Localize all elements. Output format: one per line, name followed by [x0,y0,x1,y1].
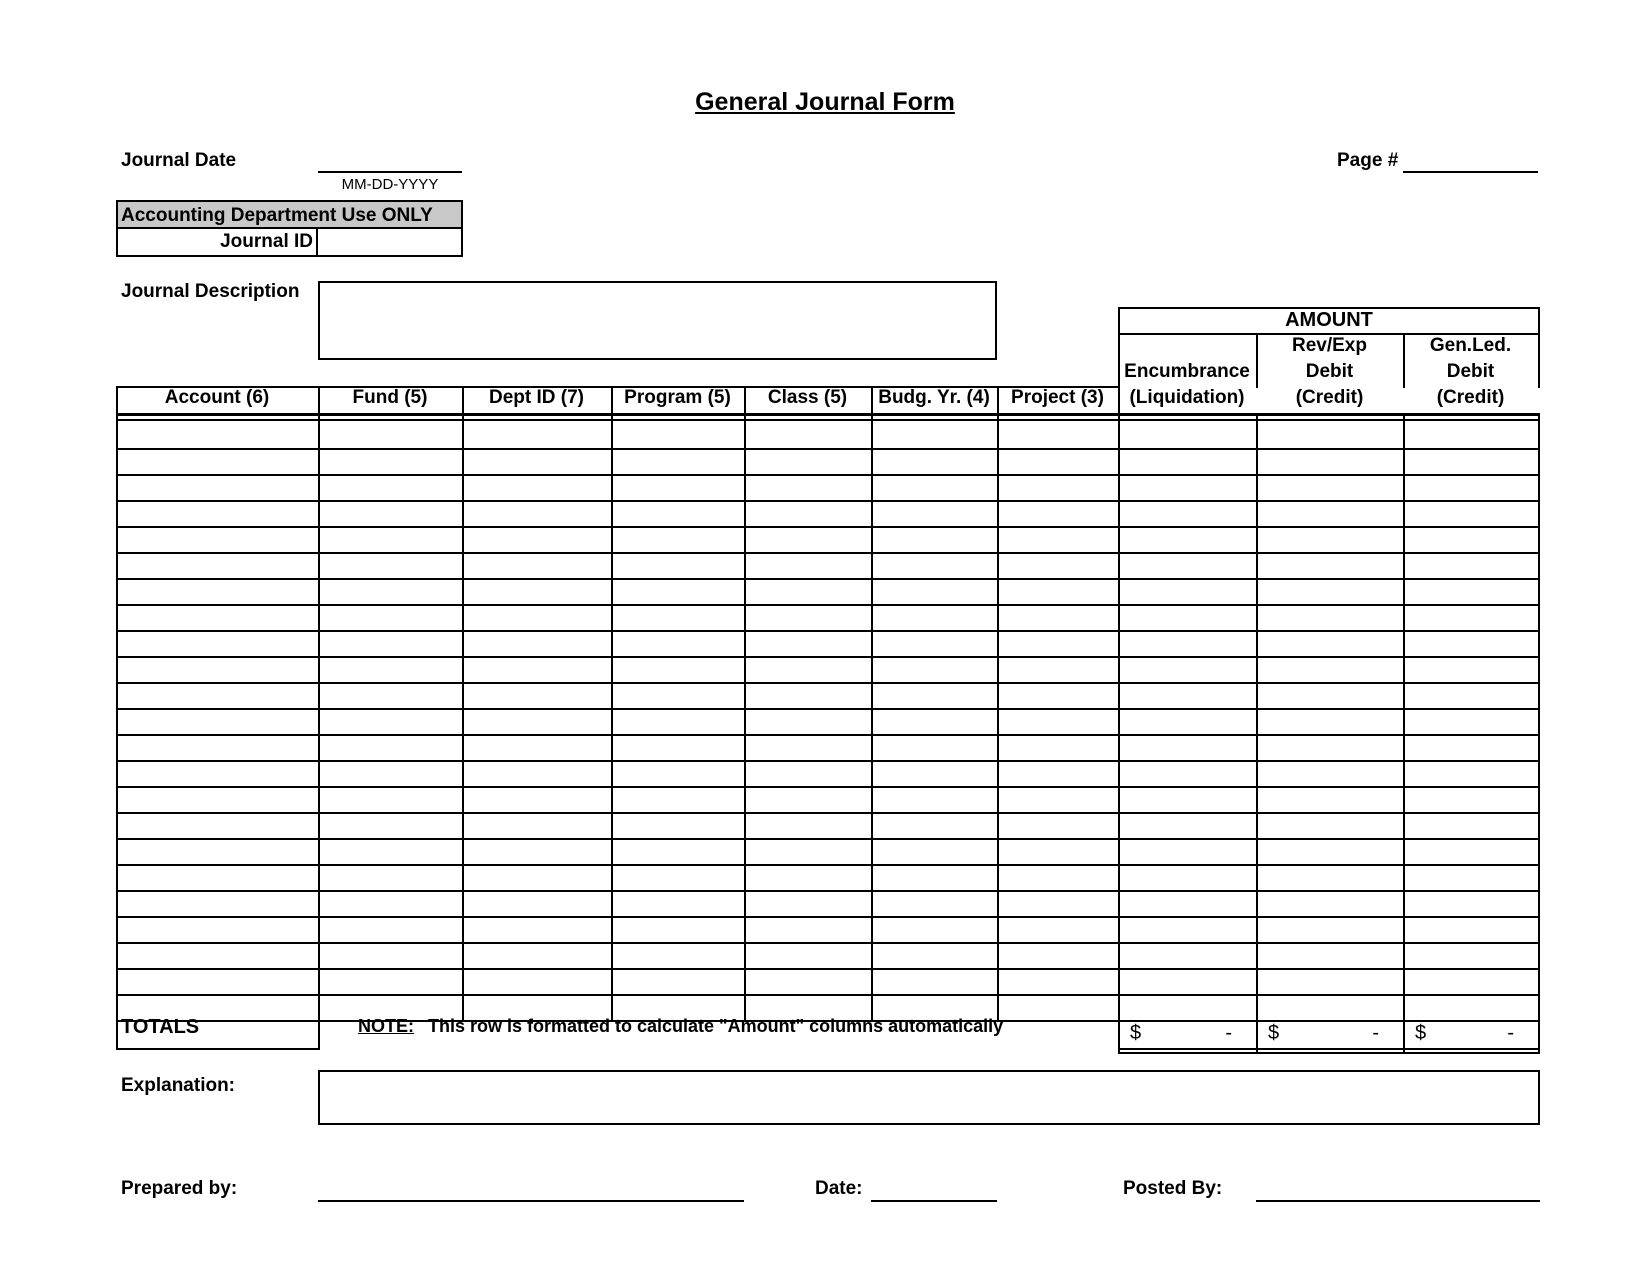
page-number-field[interactable] [1403,171,1538,173]
totals-left-border [116,1020,118,1048]
entry-cell[interactable] [1258,996,1403,1020]
entry-cell[interactable] [873,632,997,656]
entry-cell[interactable] [118,528,318,552]
entry-cell[interactable] [1120,762,1256,786]
entry-cell[interactable] [118,632,318,656]
entry-cell[interactable] [999,450,1118,474]
entry-cell[interactable] [118,970,318,994]
column-header [997,385,1118,411]
totals-value: - [1225,1022,1232,1044]
entry-cell[interactable] [746,554,871,578]
entry-cell[interactable] [999,632,1118,656]
entry-cell[interactable] [1258,502,1403,526]
entry-cell[interactable] [999,710,1118,734]
entry-cell[interactable] [118,684,318,708]
column-divider-header [462,386,464,413]
entry-cell[interactable] [999,892,1118,916]
totals-currency-symbol: $ [1130,1022,1142,1044]
entry-cell[interactable] [1405,944,1538,968]
entry-cell[interactable] [1120,528,1256,552]
date-field[interactable] [871,1200,997,1202]
entry-cell[interactable] [464,502,611,526]
entry-cell[interactable] [1120,554,1256,578]
entry-cell[interactable] [118,606,318,630]
entry-cell[interactable] [1120,580,1256,604]
entry-cell[interactable] [999,944,1118,968]
entry-cell[interactable] [320,580,462,604]
column-header [1403,333,1538,411]
entry-cell[interactable] [1405,788,1538,812]
column-header [462,385,611,411]
entry-cell[interactable] [999,840,1118,864]
entry-cell[interactable] [746,632,871,656]
entry-cell[interactable] [1120,658,1256,682]
entry-cell[interactable] [746,762,871,786]
prepared-by-label: Prepared by: [121,1178,238,1199]
entry-cell[interactable] [320,814,462,838]
entry-cell[interactable] [1405,970,1538,994]
entry-cell[interactable] [613,502,744,526]
entry-cell[interactable] [873,710,997,734]
entry-cell[interactable] [1258,710,1403,734]
entry-cell[interactable] [999,528,1118,552]
entry-cell[interactable] [1258,658,1403,682]
entry-cell[interactable] [1120,450,1256,474]
entry-cell[interactable] [999,424,1118,448]
entry-cell[interactable] [320,450,462,474]
entry-cell[interactable] [1405,996,1538,1020]
column-header-line: Gen.Led. [1429,335,1512,356]
entry-cell[interactable] [873,762,997,786]
entry-cell[interactable] [1405,710,1538,734]
column-header-line: Project (3) [1011,387,1104,408]
entry-cell[interactable] [1120,710,1256,734]
entry-cell[interactable] [320,502,462,526]
entry-cell[interactable] [464,658,611,682]
entry-cell[interactable] [1120,632,1256,656]
entry-cell[interactable] [1258,918,1403,942]
entry-cell[interactable] [746,918,871,942]
entry-cell[interactable] [118,788,318,812]
entry-cell[interactable] [464,788,611,812]
entry-cell[interactable] [464,528,611,552]
entry-cell[interactable] [746,944,871,968]
entry-cell[interactable] [746,892,871,916]
note-text: This row is formatted to calculate "Amount" columns automatically [428,1016,1004,1036]
entry-cell[interactable] [118,424,318,448]
entry-cell[interactable] [118,554,318,578]
entry-cell[interactable] [1258,814,1403,838]
entry-cell[interactable] [613,840,744,864]
entry-cell[interactable] [1258,944,1403,968]
date-label: Date: [815,1178,863,1199]
column-header-line: (Liquidation) [1129,387,1245,408]
entry-cell[interactable] [999,736,1118,760]
entry-cell[interactable] [613,554,744,578]
entry-cell[interactable] [746,736,871,760]
entry-cell[interactable] [320,970,462,994]
column-header-line: Dept ID (7) [489,387,584,408]
entry-cell[interactable] [464,814,611,838]
entry-cell[interactable] [613,814,744,838]
totals-label-bottom [116,1048,320,1050]
entry-cell[interactable] [1258,736,1403,760]
journal-id-label: Journal ID [220,231,313,252]
entry-cell[interactable] [999,788,1118,812]
entry-cell[interactable] [118,710,318,734]
entry-cell[interactable] [999,580,1118,604]
entry-cell[interactable] [746,606,871,630]
entry-cell[interactable] [1405,554,1538,578]
entry-cell[interactable] [320,944,462,968]
column-header [1118,359,1256,411]
column-header-line: Encumbrance [1124,361,1250,382]
column-header-line: Fund (5) [352,387,428,408]
entry-cell[interactable] [1405,424,1538,448]
entry-cell[interactable] [999,866,1118,890]
entry-cell[interactable] [118,580,318,604]
entry-cell[interactable] [1405,814,1538,838]
entry-cell[interactable] [613,918,744,942]
entry-cell[interactable] [1405,658,1538,682]
entry-cell[interactable] [999,606,1118,630]
column-divider-header [611,386,613,413]
entry-cell[interactable] [613,970,744,994]
entry-cell[interactable] [613,450,744,474]
column-divider-header [1118,386,1120,413]
entry-cell[interactable] [1120,840,1256,864]
entry-cell[interactable] [746,658,871,682]
entry-cell[interactable] [613,606,744,630]
posted-by-field[interactable] [1256,1200,1540,1202]
column-header [318,385,462,411]
entry-cell[interactable] [118,450,318,474]
entry-cell[interactable] [1405,502,1538,526]
entry-cell[interactable] [746,840,871,864]
entry-cell[interactable] [464,710,611,734]
entry-cell[interactable] [873,554,997,578]
entry-cell[interactable] [746,814,871,838]
note-prefix: NOTE: [358,1016,414,1036]
header-bottom-border [116,413,1540,416]
entry-cell[interactable] [118,918,318,942]
column-header-line: Debit [1446,361,1495,382]
amount-group-label: AMOUNT [1285,309,1373,331]
entry-cell[interactable] [873,580,997,604]
totals-currency-symbol: $ [1268,1022,1280,1044]
column-header-line: Account (6) [164,387,270,408]
entry-cell[interactable] [1405,632,1538,656]
entry-cell[interactable] [1258,476,1403,500]
entry-cell[interactable] [464,944,611,968]
entry-cell[interactable] [613,632,744,656]
entry-cell[interactable] [746,788,871,812]
entry-cell[interactable] [1405,840,1538,864]
entry-cell[interactable] [746,710,871,734]
column-header [116,385,318,411]
entry-cell[interactable] [1120,866,1256,890]
date-format-hint: MM-DD-YYYY [341,176,439,193]
entry-cell[interactable] [1258,684,1403,708]
totals-amount-bottom [1118,1048,1540,1050]
entry-cell[interactable] [1258,788,1403,812]
entry-cell[interactable] [1120,814,1256,838]
column-divider-header [116,386,118,413]
entry-cell[interactable] [118,736,318,760]
entry-cell[interactable] [613,424,744,448]
entry-cell[interactable] [1120,996,1256,1020]
entry-cell[interactable] [1258,424,1403,448]
entry-cell[interactable] [613,684,744,708]
entry-cell[interactable] [873,970,997,994]
entry-cell[interactable] [1405,528,1538,552]
entry-cell[interactable] [1120,684,1256,708]
column-header-line: Budg. Yr. (4) [878,387,990,408]
entry-cell[interactable] [1258,554,1403,578]
entry-cell[interactable] [118,814,318,838]
entry-cell[interactable] [320,788,462,812]
entry-cell[interactable] [118,502,318,526]
entry-cell[interactable] [1120,918,1256,942]
entry-cell[interactable] [1405,580,1538,604]
entry-cell[interactable] [1120,424,1256,448]
entry-cell[interactable] [999,970,1118,994]
amount-right-border [1538,333,1540,388]
entry-cell[interactable] [1258,450,1403,474]
entry-cell[interactable] [613,580,744,604]
page-title: General Journal Form [695,88,955,116]
entry-cell[interactable] [873,476,997,500]
entry-cell[interactable] [118,944,318,968]
entry-cell[interactable] [873,658,997,682]
column-header-line: Debit [1305,361,1354,382]
entry-cell[interactable] [118,892,318,916]
entry-cell[interactable] [1120,944,1256,968]
entry-cell[interactable] [873,892,997,916]
entry-cell[interactable] [613,762,744,786]
entry-cell[interactable] [118,866,318,890]
entry-cell[interactable] [464,892,611,916]
entry-cell[interactable] [1120,606,1256,630]
entry-cell[interactable] [1405,866,1538,890]
entry-cell[interactable] [746,580,871,604]
totals-label-divider [318,1020,320,1048]
entry-cell[interactable] [320,476,462,500]
entry-cell[interactable] [320,684,462,708]
entry-cell[interactable] [873,528,997,552]
entry-cell[interactable] [613,866,744,890]
entry-cell[interactable] [464,840,611,864]
entry-cell[interactable] [999,918,1118,942]
entry-cell[interactable] [464,580,611,604]
entry-cell[interactable] [873,814,997,838]
entry-cell[interactable] [464,684,611,708]
column-header [744,385,871,411]
entry-cell[interactable] [1120,970,1256,994]
entry-cell[interactable] [464,762,611,786]
entry-cell[interactable] [999,502,1118,526]
entry-cell[interactable] [1258,606,1403,630]
column-header [871,385,997,411]
accounting-dept-header: Accounting Department Use ONLY [121,205,433,226]
entry-cell[interactable] [999,814,1118,838]
entry-cell[interactable] [613,476,744,500]
entry-cell[interactable] [320,424,462,448]
column-header-line: (Credit) [1295,387,1364,408]
entry-cell[interactable] [873,788,997,812]
entry-cell[interactable] [1258,762,1403,786]
entry-cell[interactable] [873,606,997,630]
column-divider-header [744,386,746,413]
column-divider [1538,413,1540,1020]
explanation-label: Explanation: [121,1075,236,1096]
entry-cell[interactable] [320,892,462,916]
totals-value: - [1507,1022,1514,1044]
entry-cell[interactable] [873,866,997,890]
entry-cell[interactable] [320,554,462,578]
posted-by-label: Posted By: [1123,1178,1223,1199]
entry-cell[interactable] [746,970,871,994]
entry-cell[interactable] [746,684,871,708]
column-header-line: (Credit) [1436,387,1505,408]
journal-description-label: Journal Description [121,281,300,302]
entry-cell[interactable] [320,528,462,552]
totals-label: TOTALS [121,1016,200,1038]
entry-cell[interactable] [999,996,1118,1020]
entry-cell[interactable] [118,476,318,500]
entry-cell[interactable] [1405,736,1538,760]
entry-cell[interactable] [1120,892,1256,916]
entry-cell[interactable] [999,658,1118,682]
entry-cell[interactable] [320,866,462,890]
entry-cell[interactable] [613,658,744,682]
entry-cell[interactable] [1405,450,1538,474]
header-bottom-border-2 [116,419,1540,421]
entry-cell[interactable] [873,840,997,864]
journal-date-field[interactable] [318,171,462,173]
entry-cell[interactable] [746,502,871,526]
entry-cell[interactable] [746,450,871,474]
totals-currency-symbol: $ [1415,1022,1427,1044]
journal-description-field[interactable] [318,281,997,360]
entry-cell[interactable] [999,762,1118,786]
entry-cell[interactable] [613,736,744,760]
entry-cell[interactable] [873,684,997,708]
entry-cell[interactable] [1258,632,1403,656]
entry-cell[interactable] [613,788,744,812]
totals-value: - [1372,1022,1379,1044]
entry-cell[interactable] [464,866,611,890]
entry-cell[interactable] [1258,840,1403,864]
entry-cell[interactable] [746,528,871,552]
entry-cell[interactable] [873,736,997,760]
entry-cell[interactable] [118,658,318,682]
entry-cell[interactable] [1258,866,1403,890]
entry-cell[interactable] [1405,892,1538,916]
column-header-line: Program (5) [624,387,731,408]
totals-amount-bottom-2 [1118,1052,1540,1054]
entry-cell[interactable] [320,606,462,630]
entry-cell[interactable] [320,736,462,760]
journal-date-label: Journal Date [121,150,237,171]
entry-cell[interactable] [999,476,1118,500]
entry-cell[interactable] [873,450,997,474]
entry-cell[interactable] [320,762,462,786]
entry-cell[interactable] [1120,736,1256,760]
entry-cell[interactable] [746,866,871,890]
entry-cell[interactable] [1258,892,1403,916]
column-divider-header [997,386,999,413]
entry-cell[interactable] [464,450,611,474]
entry-cell[interactable] [464,476,611,500]
entry-cell[interactable] [999,554,1118,578]
entry-cell[interactable] [613,710,744,734]
entry-cell[interactable] [1405,918,1538,942]
entry-cell[interactable] [1120,476,1256,500]
entry-cell[interactable] [999,684,1118,708]
entry-cell[interactable] [873,918,997,942]
entry-cell[interactable] [320,918,462,942]
entry-cell[interactable] [873,424,997,448]
column-header [1256,333,1403,411]
entry-cell[interactable] [1120,502,1256,526]
journal-id-field[interactable] [318,229,461,255]
entry-cell[interactable] [464,918,611,942]
entry-cell[interactable] [1258,580,1403,604]
entry-cell[interactable] [746,424,871,448]
entry-cell[interactable] [464,632,611,656]
entry-cell[interactable] [320,632,462,656]
entry-cell[interactable] [464,424,611,448]
prepared-by-field[interactable] [318,1200,744,1202]
page-number-label: Page # [1337,150,1399,171]
entry-cell[interactable] [613,944,744,968]
entry-cell[interactable] [1258,970,1403,994]
entry-cell[interactable] [873,944,997,968]
entry-cell[interactable] [613,528,744,552]
entry-cell[interactable] [613,892,744,916]
entry-cell[interactable] [320,658,462,682]
entry-cell[interactable] [320,710,462,734]
entry-cell[interactable] [320,840,462,864]
entry-cell[interactable] [1258,528,1403,552]
entry-cell[interactable] [1405,762,1538,786]
entry-cell[interactable] [1405,606,1538,630]
column-divider-header [318,386,320,413]
column-header [611,385,744,411]
explanation-field[interactable] [318,1070,1540,1125]
entry-cell[interactable] [118,762,318,786]
entry-cell[interactable] [1405,684,1538,708]
column-header-line: Rev/Exp [1292,335,1367,356]
entry-cell[interactable] [873,502,997,526]
entry-cell[interactable] [464,554,611,578]
entry-cell[interactable] [464,606,611,630]
entry-cell[interactable] [118,840,318,864]
entry-cell[interactable] [1405,476,1538,500]
column-divider-header [871,386,873,413]
entry-cell[interactable] [746,476,871,500]
entry-cell[interactable] [1120,788,1256,812]
entry-cell[interactable] [464,970,611,994]
column-header-line: Class (5) [767,387,848,408]
entry-cell[interactable] [464,736,611,760]
